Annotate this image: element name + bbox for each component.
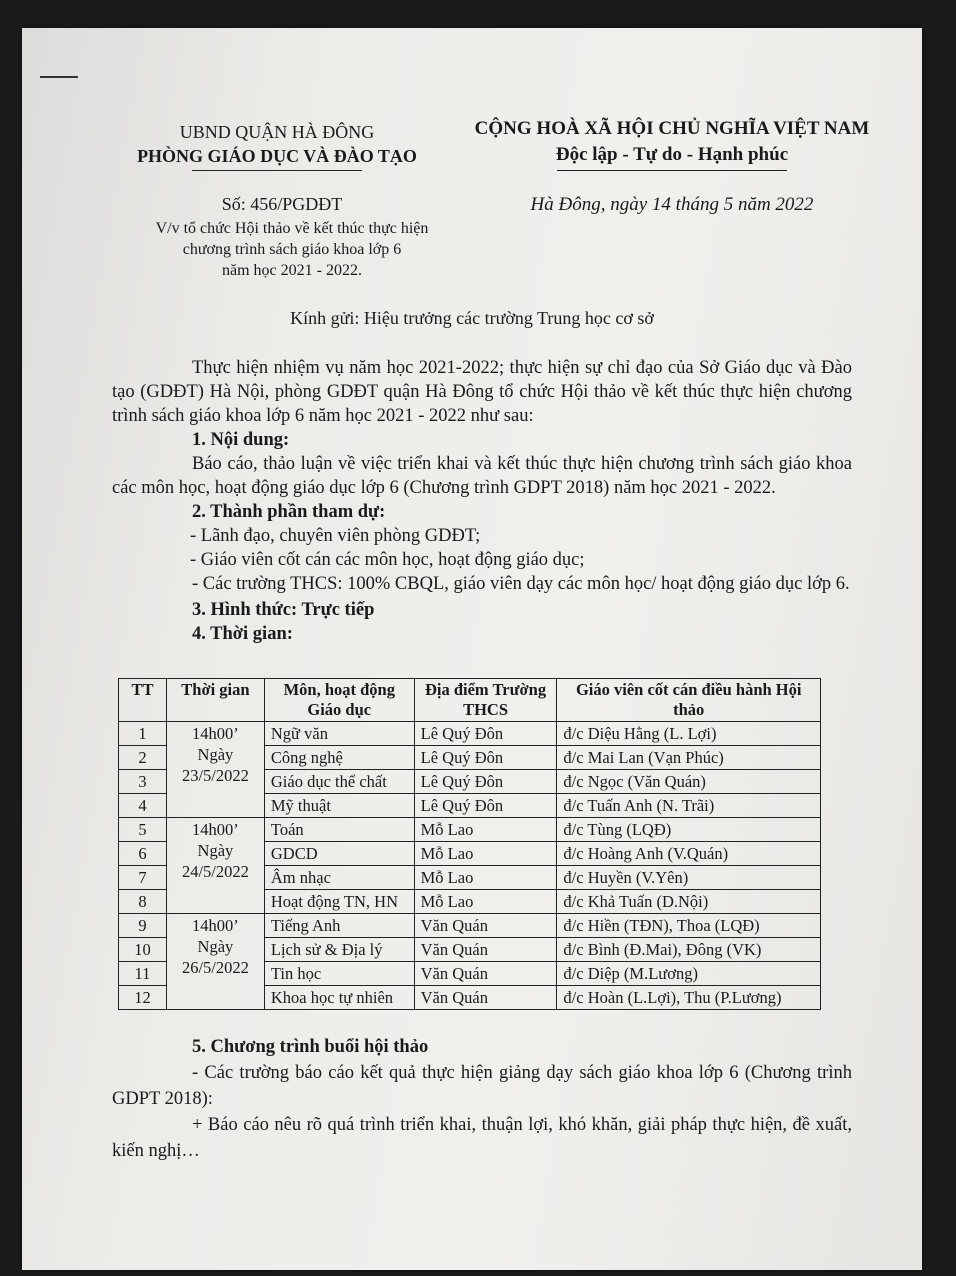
col-header-teacher: Giáo viên cốt cán điều hành Hội thảo xyxy=(557,679,821,722)
teacher-cell: đ/c Ngọc (Văn Quán) xyxy=(557,770,821,794)
time-cell xyxy=(166,914,264,1010)
section5-title: 5. Chương trình buổi hội thảo xyxy=(192,1037,429,1057)
teacher-cell: đ/c Hiền (TĐN), Thoa (LQĐ) xyxy=(557,914,821,938)
issuer-underline xyxy=(192,170,362,171)
location-cell: Văn Quán xyxy=(414,986,557,1010)
section3-title: 3. Hình thức: Trực tiếp xyxy=(192,600,375,620)
row-number: 2 xyxy=(119,746,167,770)
motto-underline xyxy=(557,170,787,171)
teacher-cell: đ/c Bình (Đ.Mai), Đông (VK) xyxy=(557,938,821,962)
subject-cell: Ngữ văn xyxy=(264,722,414,746)
table-row xyxy=(119,914,821,938)
section4-title: 4. Thời gian: xyxy=(192,624,293,644)
row-number: 8 xyxy=(119,890,167,914)
time-day-label: Ngày xyxy=(197,937,234,956)
row-number: 11 xyxy=(119,962,167,986)
col-header-location: Địa điểm Trường THCS xyxy=(414,679,557,722)
location-cell: Mỗ Lao xyxy=(414,890,557,914)
subject-block xyxy=(107,218,477,281)
section5-item: - Các trường báo cáo kết quả thực hiện giảng dạy sách giáo khoa lớp 6 (Chương trình GDPT 2018): xyxy=(112,1063,852,1109)
subject-cell: Toán xyxy=(264,818,414,842)
time-hour: 14h00’ xyxy=(192,724,239,743)
subject-cell: Lịch sử & Địa lý xyxy=(264,938,414,962)
issue-date: Hà Đông, ngày 14 tháng 5 năm 2022 xyxy=(530,194,814,215)
time-hour: 14h00’ xyxy=(192,820,239,839)
subject-cell: Khoa học tự nhiên xyxy=(264,986,414,1010)
teacher-cell: đ/c Khả Tuấn (D.Nội) xyxy=(557,890,821,914)
document-tail xyxy=(112,1034,852,1164)
time-day-label: Ngày xyxy=(197,745,234,764)
teacher-cell: đ/c Diệu Hằng (L. Lợi) xyxy=(557,722,821,746)
section2-title: 2. Thành phần tham dự: xyxy=(192,502,386,522)
document-page xyxy=(22,28,922,1270)
row-number: 3 xyxy=(119,770,167,794)
row-number: 4 xyxy=(119,794,167,818)
subject-cell: Tin học xyxy=(264,962,414,986)
document-number: Số: 456/PGDĐT xyxy=(221,194,343,214)
issuer-block xyxy=(122,120,432,171)
col-header-subject: Môn, hoạt động Giáo dục xyxy=(264,679,414,722)
time-cell xyxy=(166,818,264,914)
teacher-cell: đ/c Tùng (LQĐ) xyxy=(557,818,821,842)
subject-cell: Hoạt động TN, HN xyxy=(264,890,414,914)
subject-cell: Công nghệ xyxy=(264,746,414,770)
intro-paragraph: Thực hiện nhiệm vụ năm học 2021-2022; thực hiện sự chỉ đạo của Sở Giáo dục và Đào tạo (GDĐT) Hà Nội, phòng GDĐT quận Hà Đông tổ chức Hội thảo về kết thúc thực hiện chương trình sách giáo khoa lớp 6 năm học 2021 - 2022 như sau: xyxy=(112,358,852,426)
table-row xyxy=(119,722,821,746)
location-cell: Văn Quán xyxy=(414,938,557,962)
motto: Độc lập - Tự do - Hạnh phúc xyxy=(555,144,789,165)
col-header-time: Thời gian xyxy=(166,679,264,722)
section2-item: - Các trường THCS: 100% CBQL, giáo viên dạy các môn học/ hoạt động giáo dục lớp 6. xyxy=(192,574,850,594)
location-cell: Lê Quý Đôn xyxy=(414,722,557,746)
location-cell: Văn Quán xyxy=(414,962,557,986)
subject-cell: Tiếng Anh xyxy=(264,914,414,938)
teacher-cell: đ/c Huyền (V.Yên) xyxy=(557,866,821,890)
location-cell: Lê Quý Đôn xyxy=(414,746,557,770)
row-number: 7 xyxy=(119,866,167,890)
teacher-cell: đ/c Hoàn (L.Lợi), Thu (P.Lương) xyxy=(557,986,821,1010)
subject-cell: Giáo dục thể chất xyxy=(264,770,414,794)
issuer-line1: UBND QUẬN HÀ ĐÔNG xyxy=(179,122,375,142)
teacher-cell: đ/c Hoàng Anh (V.Quán) xyxy=(557,842,821,866)
col-header-tt: TT xyxy=(119,679,167,722)
margin-mark xyxy=(40,76,78,78)
time-date: 26/5/2022 xyxy=(181,958,249,977)
table-header-row xyxy=(119,679,821,722)
location-cell: Lê Quý Đôn xyxy=(414,770,557,794)
national-title: CỘNG HOÀ XÃ HỘI CHỦ NGHĨA VIỆT NAM xyxy=(474,118,870,139)
time-hour: 14h00’ xyxy=(192,916,239,935)
national-motto-block xyxy=(437,116,907,171)
location-cell: Văn Quán xyxy=(414,914,557,938)
teacher-cell: đ/c Tuấn Anh (N. Trãi) xyxy=(557,794,821,818)
issuer-line2: PHÒNG GIÁO DỤC VÀ ĐÀO TẠO xyxy=(137,146,417,166)
schedule-table xyxy=(118,678,821,1010)
row-number: 1 xyxy=(119,722,167,746)
recipient-line: Kính gửi: Hiệu trưởng các trường Trung học cơ sở xyxy=(290,308,654,328)
section1-title: 1. Nội dung: xyxy=(192,430,290,450)
row-number: 5 xyxy=(119,818,167,842)
section1-text: Báo cáo, thảo luận về việc triển khai và kết thúc thực hiện chương trình sách giáo khoa các môn học, hoạt động giáo dục lớp 6 (Chương trình GDPT 2018) năm học 2021 - 2022. xyxy=(112,454,852,498)
subject-line3: năm học 2021 - 2022. xyxy=(222,262,362,279)
location-cell: Lê Quý Đôn xyxy=(414,794,557,818)
time-date: 23/5/2022 xyxy=(181,766,249,785)
subject-cell: Âm nhạc xyxy=(264,866,414,890)
row-number: 6 xyxy=(119,842,167,866)
teacher-cell: đ/c Mai Lan (Vạn Phúc) xyxy=(557,746,821,770)
location-cell: Mỗ Lao xyxy=(414,818,557,842)
document-body xyxy=(112,356,852,646)
time-day-label: Ngày xyxy=(197,841,234,860)
subject-line2: chương trình sách giáo khoa lớp 6 xyxy=(182,241,402,258)
section2-item: - Lãnh đạo, chuyên viên phòng GDĐT; xyxy=(190,526,481,546)
subject-line1: V/v tổ chức Hội thảo về kết thúc thực hiện xyxy=(155,220,429,237)
teacher-cell: đ/c Diệp (M.Lương) xyxy=(557,962,821,986)
subject-cell: GDCD xyxy=(264,842,414,866)
location-cell: Mỗ Lao xyxy=(414,842,557,866)
row-number: 10 xyxy=(119,938,167,962)
section5-item: + Báo cáo nêu rõ quá trình triển khai, thuận lợi, khó khăn, giải pháp thực hiện, đề xuất, kiến nghị… xyxy=(112,1115,852,1161)
row-number: 12 xyxy=(119,986,167,1010)
time-date: 24/5/2022 xyxy=(181,862,249,881)
row-number: 9 xyxy=(119,914,167,938)
section2-item: - Giáo viên cốt cán các môn học, hoạt động giáo dục; xyxy=(190,550,585,570)
time-cell xyxy=(166,722,264,818)
table-row xyxy=(119,818,821,842)
location-cell: Mỗ Lao xyxy=(414,866,557,890)
subject-cell: Mỹ thuật xyxy=(264,794,414,818)
